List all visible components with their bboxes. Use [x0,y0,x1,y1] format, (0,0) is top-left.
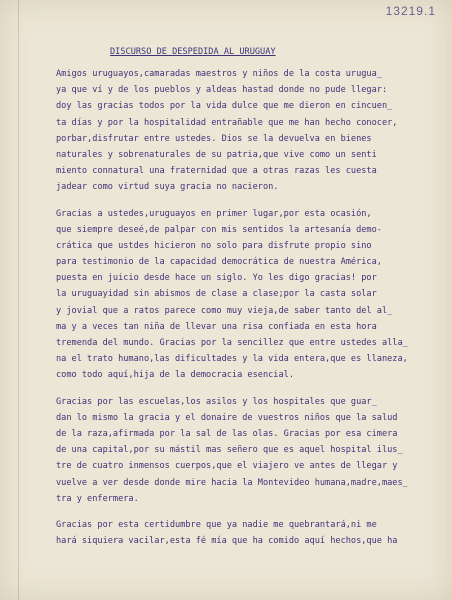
text-line: porbar,disfrutar entre ustedes. Dios se la devuelva en bienes [56,133,372,144]
paragraph [56,206,436,384]
text-line: vuelve a ver desde donde mire hacia la Montevideo humana,madre,maes_ [56,477,408,488]
text-line: Gracias a ustedes,uruguayos en primer lugar,por esta ocasión, [56,208,372,219]
text-line: Gracias por las escuelas,los asilos y los hospitales que guar_ [56,396,377,407]
paragraph [56,517,436,549]
text-line: tra y enfermera. [56,493,139,504]
text-line: dan lo mismo la gracia y el donaire de vuestros niños que la salud [56,412,398,423]
text-line: hará siquiera vacilar,esta fé mía que ha comido aquí hechos,que ha [56,536,398,547]
text-line: de la raza,afirmada por la sal de las olas. Gracias por esa cimera [56,428,398,439]
text-line: ma y a veces tan niña de llevar una risa confiada en esta hora [56,321,377,332]
reference-number: 13219.1 [385,4,436,18]
text-line: miento connatural una fraternidad que a otras razas les cuesta [56,166,377,177]
text-line: para testimonio de la capacidad democrática de nuestra América, [56,257,382,268]
text-line: tre de cuatro inmensos cuerpos,que el viajero ve antes de llegar y [56,461,398,472]
text-line: Gracias por esta certidumbre que ya nadie me quebrantará,ni me [56,519,377,530]
text-line: ta días y por la hospitalidad entrañable que me han hecho conocer, [56,117,398,128]
page-crease [18,0,19,600]
document-title: DISCURSO DE DESPEDIDA AL URUGUAY [110,47,276,57]
text-line: como todo aquí,hija de la democracia esencial. [56,370,294,381]
text-line: ya que ví y de los pueblos y aldeas hastad donde no pude llegar: [56,85,388,96]
text-line: doy las gracias todos por la vida dulce que me dieron en cincuen_ [56,101,393,112]
text-line: crática que ustdes hicieron no solo para disfrute propio sino [56,240,372,251]
text-line: la uruguayidad sin abismos de clase a clase;por la casta solar [56,289,377,300]
text-line: na el trato humano,las dificultades y la vida entera,que es llaneza, [56,354,408,365]
text-line: Amigos uruguayos,camaradas maestros y niños de la costa urugua_ [56,69,382,79]
text-line: de una capital,por su mástil mas señero que es aquel hospital ilus_ [56,445,403,456]
text-line: tremenda del mundo. Gracias por la sencillez que entre ustedes alla_ [56,338,408,348]
paragraph [56,66,436,196]
text-line: jadear como virtud suya gracia no nacieron. [56,182,279,193]
text-line: y jovial que a ratos parece como muy vieja,de saber tanto del al_ [56,305,393,316]
text-line: puesta en juicio desde hace un siglo. Yo les digo gracias! por [56,273,377,284]
text-line: naturales y sobrenaturales de su patria,que vive como un senti [56,149,377,160]
text-line: que siempre deseé,de palpar con mis sentidos la artesanía demo- [56,224,382,235]
document-body [56,66,436,559]
paragraph [56,394,436,507]
